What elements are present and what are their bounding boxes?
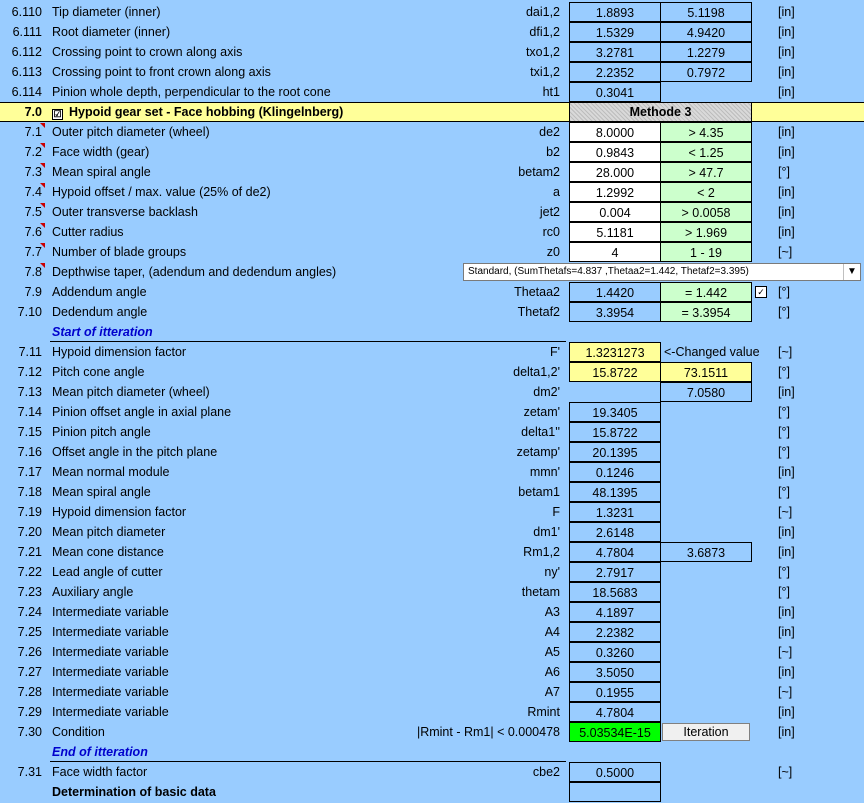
value-pinion: 0.3041 [569, 82, 661, 102]
table-row [0, 622, 864, 642]
row-symbol: Thetaa2 [514, 285, 560, 299]
row-number: 7.23 [17, 585, 42, 599]
row-unit: [~] [778, 345, 793, 359]
row-number: 7.14 [17, 405, 42, 419]
row-description: Pinion pitch angle [52, 425, 151, 439]
row-description: Face width factor [52, 765, 148, 779]
table-row [0, 382, 864, 402]
computed-value: 1.4420 [569, 282, 661, 302]
row-description: Hypoid dimension factor [52, 505, 187, 519]
row-number: 7.16 [17, 445, 42, 459]
row-symbol: zetam' [523, 405, 560, 419]
row-symbol: dfi1,2 [529, 25, 560, 39]
table-row [0, 482, 864, 502]
table-row [0, 582, 864, 602]
row-number: 6.112 [11, 45, 42, 59]
section-header [0, 102, 864, 122]
table-row [0, 422, 864, 442]
row-description: Offset angle in the pitch plane [52, 445, 218, 459]
row-unit: [°] [778, 425, 790, 439]
value-pinion: 18.5683 [569, 582, 661, 602]
limit-value: > 47.7 [660, 162, 752, 182]
table-row [0, 522, 864, 542]
table-row [0, 162, 864, 182]
row-unit: [in] [778, 85, 795, 99]
value-pinion: 0.1955 [569, 682, 661, 702]
row-unit: [in] [778, 665, 795, 679]
row-number: 7.26 [17, 645, 42, 659]
row-unit: [~] [778, 245, 793, 259]
row-number: 6.113 [11, 65, 42, 79]
condition-formula: |Rmint - Rm1| < 0.000478 [416, 725, 560, 739]
row-number: 7.13 [17, 385, 42, 399]
value-gear: 7.0580 [660, 382, 752, 402]
iteration-button[interactable]: Iteration [662, 723, 750, 741]
row-unit: [°] [778, 565, 790, 579]
value-pinion: 4.7804 [569, 542, 661, 562]
input-value[interactable]: 1.2992 [569, 182, 661, 202]
row-number: 7.28 [17, 685, 42, 699]
table-row [0, 662, 864, 682]
row-symbol: dai1,2 [525, 5, 560, 19]
row-description: Mean pitch diameter (wheel) [52, 385, 210, 399]
row-description: Intermediate variable [52, 665, 169, 679]
chevron-down-icon[interactable]: ▼ [843, 264, 860, 280]
table-row [0, 702, 864, 722]
input-value[interactable]: 5.1181 [569, 222, 661, 242]
row-number: 7.25 [17, 625, 42, 639]
row-symbol: b2 [546, 145, 560, 159]
row-symbol: z0 [546, 245, 560, 259]
value-pinion: 4.7804 [569, 702, 661, 722]
table-row [0, 262, 864, 282]
section-title-wrap [52, 103, 343, 121]
addendum-checkbox[interactable]: ✓ [755, 286, 767, 298]
subheader-row [0, 322, 864, 342]
row-number: 7.15 [17, 425, 42, 439]
row-description: Intermediate variable [52, 625, 169, 639]
subheader-row [0, 742, 864, 762]
end-iteration-heading: End of itteration [52, 745, 148, 759]
row-unit: [in] [778, 185, 795, 199]
row-number: 7.7 [24, 245, 42, 259]
input-value[interactable]: 8.0000 [569, 122, 661, 142]
row-description: Hypoid offset / max. value (25% of de2) [52, 185, 271, 199]
row-symbol: betam2 [518, 165, 560, 179]
changed-value-note: <-Changed value [664, 345, 760, 359]
value-pinion: 0.1246 [569, 462, 661, 482]
row-unit: [in] [778, 725, 795, 739]
row-description: Mean normal module [52, 465, 170, 479]
row-unit: [in] [778, 465, 795, 479]
row-unit: [in] [778, 125, 795, 139]
row-description: Crossing point to front crown along axis [52, 65, 271, 79]
table-row [0, 2, 864, 22]
value-pinion: 3.2781 [569, 42, 661, 62]
row-unit: [~] [778, 505, 793, 519]
row-unit: [°] [778, 165, 790, 179]
row-number: 7.2 [24, 145, 42, 159]
row-description: Addendum angle [52, 285, 147, 299]
row-description: Intermediate variable [52, 705, 169, 719]
value-pinion: 2.2382 [569, 622, 661, 642]
row-description: Pitch cone angle [52, 365, 145, 379]
row-description: Cutter radius [52, 225, 124, 239]
method-selector[interactable]: Methode 3 [569, 102, 752, 122]
row-unit: [~] [778, 685, 793, 699]
input-value[interactable]: 4 [569, 242, 661, 262]
row-number: 6.114 [11, 85, 42, 99]
row-symbol: A4 [544, 625, 560, 639]
row-symbol: dm1' [533, 525, 560, 539]
table-row [0, 182, 864, 202]
row-description: Lead angle of cutter [52, 565, 163, 579]
table-row [0, 462, 864, 482]
row-number: 7.22 [17, 565, 42, 579]
row-symbol: txi1,2 [530, 65, 560, 79]
row-description: Pinion offset angle in axial plane [52, 405, 232, 419]
table-row [0, 62, 864, 82]
row-unit: [in] [778, 145, 795, 159]
row-symbol: thetam [521, 585, 560, 599]
table-row [0, 642, 864, 662]
limit-value: > 1.969 [660, 222, 752, 242]
input-value[interactable]: 0.004 [569, 202, 661, 222]
limit-value: = 1.442 [660, 282, 752, 302]
row-description: Outer transverse backlash [52, 205, 198, 219]
row-symbol: cbe2 [532, 765, 560, 779]
value-pinion: 19.3405 [569, 402, 661, 422]
section-checkbox[interactable]: ☑ [53, 109, 62, 119]
row-number: 7.5 [24, 205, 42, 219]
row-unit: [°] [778, 365, 790, 379]
row-unit: [°] [778, 445, 790, 459]
row-number: 7.21 [17, 545, 42, 559]
row-symbol: a [553, 185, 560, 199]
row-unit: [in] [778, 65, 795, 79]
table-row [0, 722, 864, 742]
row-number: 7.31 [17, 765, 42, 779]
table-row [0, 202, 864, 222]
limit-value: < 1.25 [660, 142, 752, 162]
row-description: Intermediate variable [52, 685, 169, 699]
row-symbol: delta1'' [521, 425, 560, 439]
row-symbol: A3 [544, 605, 560, 619]
value-pinion: 4.1897 [569, 602, 661, 622]
table-row [0, 682, 864, 702]
row-number: 7.11 [18, 345, 42, 359]
row-number: 6.111 [12, 25, 42, 39]
limit-value: > 4.35 [660, 122, 752, 142]
row-number: 7.27 [17, 665, 42, 679]
row-symbol: Thetaf2 [517, 305, 560, 319]
row-description: Mean pitch diameter [52, 525, 166, 539]
row-unit: [°] [778, 485, 790, 499]
table-row [0, 342, 864, 362]
row-description: Hypoid dimension factor [52, 345, 187, 359]
value-gear: 73.1511 [660, 362, 752, 382]
row-number: 7.10 [17, 305, 42, 319]
row-unit: [°] [778, 405, 790, 419]
row-number: 7.3 [24, 165, 42, 179]
row-symbol: de2 [539, 125, 560, 139]
row-symbol: Rmint [527, 705, 560, 719]
row-number: 7.12 [17, 365, 42, 379]
table-row [0, 782, 864, 802]
row-number: 7.24 [17, 605, 42, 619]
row-description: Intermediate variable [52, 645, 169, 659]
row-number: 7.30 [17, 725, 42, 739]
value-pinion: 3.5050 [569, 662, 661, 682]
row-symbol: Rm1,2 [523, 545, 560, 559]
value-pinion: 0.3260 [569, 642, 661, 662]
row-unit: [°] [778, 585, 790, 599]
row-unit: [in] [778, 25, 795, 39]
table-row [0, 42, 864, 62]
row-symbol: rc0 [542, 225, 560, 239]
row-symbol: ny' [544, 565, 560, 579]
row-description: Mean spiral angle [52, 165, 151, 179]
row-description: Number of blade groups [52, 245, 187, 259]
row-unit: [in] [778, 605, 795, 619]
row-symbol: txo1,2 [525, 45, 560, 59]
value-pinion: 15.8722 [569, 362, 661, 382]
row-description: Mean spiral angle [52, 485, 151, 499]
table-row [0, 562, 864, 582]
computed-value: 0.5000 [569, 762, 661, 782]
table-row [0, 242, 864, 262]
table-row [0, 82, 864, 102]
table-row [0, 402, 864, 422]
limit-value: > 0.0058 [660, 202, 752, 222]
row-unit: [°] [778, 305, 790, 319]
row-unit: [in] [778, 45, 795, 59]
row-unit: [in] [778, 525, 795, 539]
row-description: Auxiliary angle [52, 585, 134, 599]
row-description: Depthwise taper, (adendum and dedendum angles) [52, 265, 337, 279]
row-symbol: F [552, 505, 560, 519]
table-row [0, 502, 864, 522]
row-symbol: A6 [544, 665, 560, 679]
table-row [0, 222, 864, 242]
value-pinion: 48.1395 [569, 482, 661, 502]
limit-value: = 3.3954 [660, 302, 752, 322]
table-row [0, 762, 864, 782]
computed-value: 3.3954 [569, 302, 661, 322]
row-symbol: jet2 [539, 205, 560, 219]
value-pinion: 2.7917 [569, 562, 661, 582]
input-value[interactable]: 28.000 [569, 162, 661, 182]
taper-dropdown[interactable] [463, 263, 861, 281]
table-row [0, 142, 864, 162]
limit-value: < 2 [660, 182, 752, 202]
section-number: 7.0 [24, 105, 42, 119]
row-symbol: mmn' [529, 465, 560, 479]
row-unit: [~] [778, 765, 793, 779]
input-value[interactable]: 0.9843 [569, 142, 661, 162]
row-number: 7.20 [17, 525, 42, 539]
value-gear: 0.7972 [660, 62, 752, 82]
value-gear: 4.9420 [660, 22, 752, 42]
row-number: 7.8 [24, 265, 42, 279]
table-row [0, 22, 864, 42]
condition-result: 5.03534E-15 [569, 722, 661, 742]
calculation-table [0, 2, 864, 802]
row-unit: [in] [778, 225, 795, 239]
value-pinion: 1.3231 [569, 502, 661, 522]
row-description: Dedendum angle [52, 305, 148, 319]
row-unit: [in] [778, 625, 795, 639]
value-pinion: 2.2352 [569, 62, 661, 82]
table-row [0, 302, 864, 322]
table-row [0, 122, 864, 142]
row-description: Outer pitch diameter (wheel) [52, 125, 210, 139]
row-number: 7.29 [17, 705, 42, 719]
value-pinion: 2.6148 [569, 522, 661, 542]
limit-value: 1 - 19 [660, 242, 752, 262]
row-symbol: zetamp' [516, 445, 560, 459]
row-number: 7.19 [17, 505, 42, 519]
row-description: Mean cone distance [52, 545, 164, 559]
row-symbol: F' [549, 345, 560, 359]
changed-value: 1.3231273 [569, 342, 661, 362]
row-description: Condition [52, 725, 105, 739]
table-row [0, 282, 864, 302]
row-description: Pinion whole depth, perpendicular to the root cone [52, 85, 331, 99]
taper-dropdown-value: Standard, (SumThetafs=4.837 ,Thetaa2=1.442, Thetaf2=3.395) [468, 266, 749, 277]
row-symbol: A5 [544, 645, 560, 659]
row-unit: [in] [778, 545, 795, 559]
row-description: Intermediate variable [52, 605, 169, 619]
row-unit: [in] [778, 385, 795, 399]
row-symbol: ht1 [542, 85, 560, 99]
row-symbol: delta1,2' [513, 365, 560, 379]
start-iteration-heading: Start of itteration [52, 325, 153, 339]
row-unit: [in] [778, 5, 795, 19]
row-symbol: dm2' [533, 385, 560, 399]
row-unit: [°] [778, 285, 790, 299]
section-title: Hypoid gear set - Face hobbing (Klingelnberg) [69, 105, 344, 119]
row-description: Tip diameter (inner) [52, 5, 161, 19]
value-pinion: 15.8722 [569, 422, 661, 442]
empty-cell [569, 782, 661, 802]
table-row [0, 442, 864, 462]
row-number: 7.1 [24, 125, 42, 139]
table-row [0, 542, 864, 562]
value-gear: 5.1198 [660, 2, 752, 22]
basic-data-heading: Determination of basic data [52, 785, 216, 799]
table-row [0, 602, 864, 622]
row-symbol: betam1 [518, 485, 560, 499]
value-pinion: 1.5329 [569, 22, 661, 42]
row-unit: [in] [778, 205, 795, 219]
row-number: 7.18 [17, 485, 42, 499]
value-gear: 3.6873 [660, 542, 752, 562]
row-number: 6.110 [11, 5, 42, 19]
row-number: 7.9 [24, 285, 42, 299]
row-number: 7.4 [24, 185, 42, 199]
value-pinion: 1.8893 [569, 2, 661, 22]
row-number: 7.17 [17, 465, 42, 479]
value-pinion: 20.1395 [569, 442, 661, 462]
row-symbol: A7 [544, 685, 560, 699]
row-unit: [~] [778, 645, 793, 659]
row-description: Root diameter (inner) [52, 25, 171, 39]
table-row [0, 362, 864, 382]
row-description: Face width (gear) [52, 145, 150, 159]
row-description: Crossing point to crown along axis [52, 45, 243, 59]
value-gear: 1.2279 [660, 42, 752, 62]
row-number: 7.6 [24, 225, 42, 239]
row-unit: [in] [778, 705, 795, 719]
